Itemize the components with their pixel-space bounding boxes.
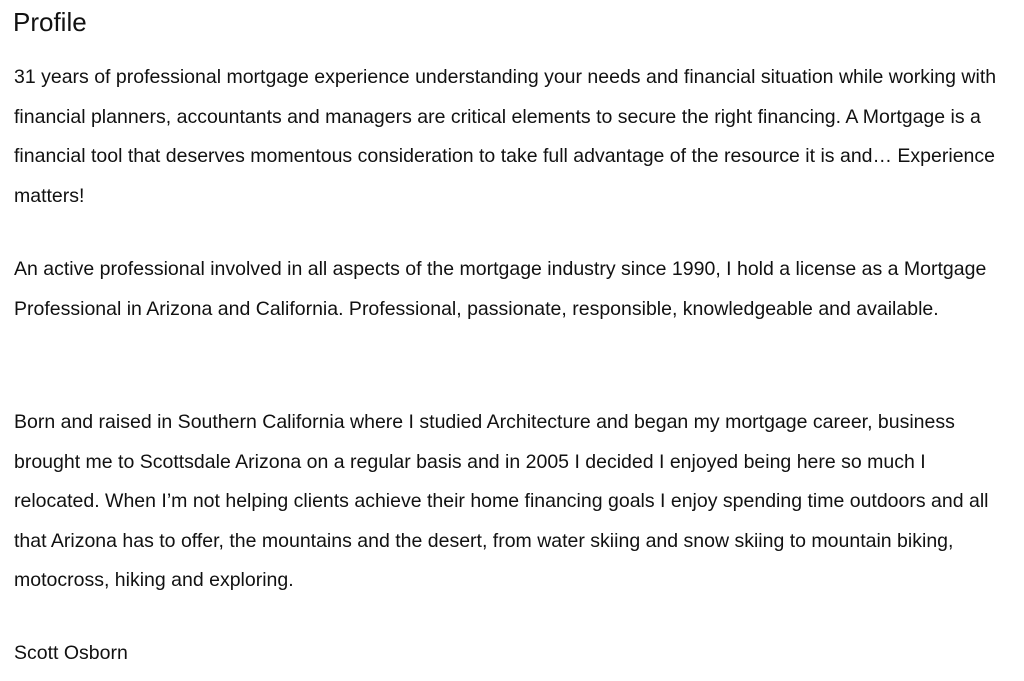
profile-paragraph-experience: 31 years of professional mortgage experience understanding your needs and financial situation while working with financial planners, accountants and managers are critical elements to secure the right financing. A Mortgage is a financial tool that deserves momentous consideration to take full advantage of the resource it is and… Experience matters!	[14, 66, 997, 207]
profile-signature: Scott Osborn	[14, 642, 128, 664]
profile-paragraph-background: Born and raised in Southern California where I studied Architecture and began my mortgage career, business brought me to Scottsdale Arizona on a regular basis and in 2005 I decided I enjoyed being here so much I relocated. When I’m not helping clients achieve their home financing goals I enjoy spending time outdoors and all that Arizona has to offer, the mountains and the desert, from water skiing and snow skiing to mountain biking, motocross, hiking and exploring.	[14, 411, 989, 591]
page-title: Profile	[13, 7, 87, 37]
profile-paragraph-licensing: An active professional involved in all aspects of the mortgage industry since 1990, I hold a license as a Mortgage Professional in Arizona and California. Professional, passionate, responsible, knowledgeable and available.	[14, 258, 987, 320]
